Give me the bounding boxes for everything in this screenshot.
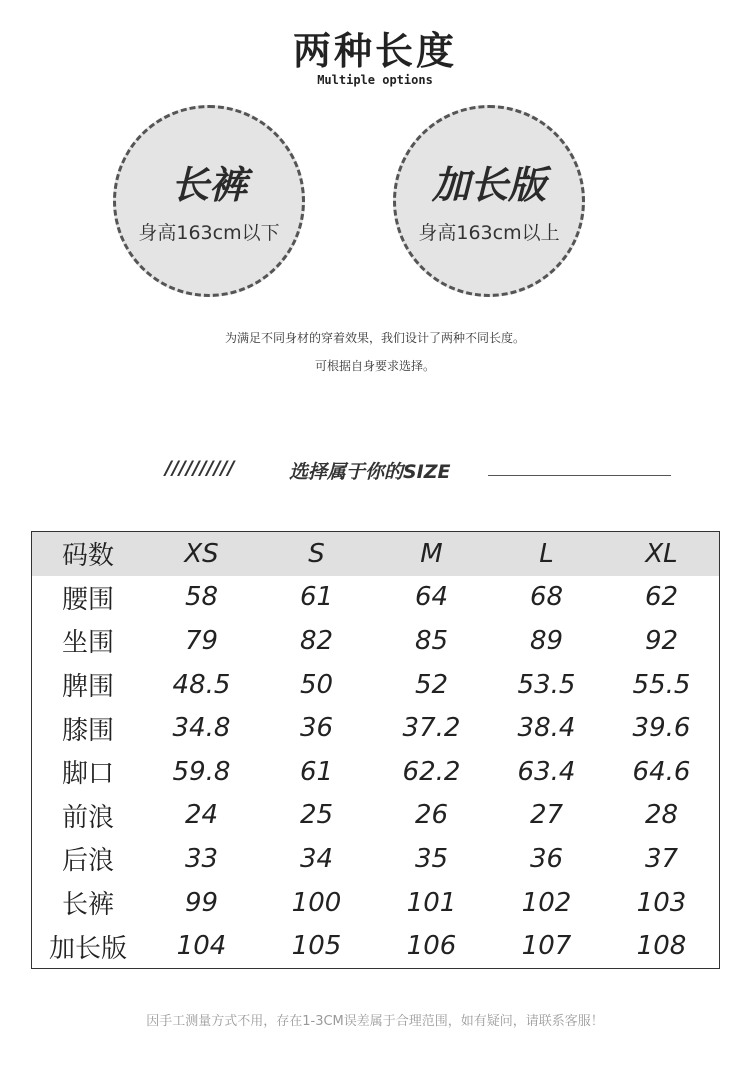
table-row — [32, 619, 720, 663]
table-row — [32, 663, 720, 707]
value-cell: 62 — [644, 582, 679, 613]
row-label-cell: 长裤 — [61, 890, 114, 921]
option-name: 长裤 — [170, 163, 247, 207]
value-cell: 35 — [414, 843, 449, 874]
header-cell-size-code: M — [374, 532, 489, 576]
value-cell: 100 — [291, 887, 342, 918]
value-cell: 105 — [291, 931, 342, 962]
value-cell: 39.6 — [632, 713, 691, 744]
value-cell: 106 — [406, 931, 457, 962]
value-cell: 68 — [529, 582, 564, 613]
table-row — [32, 750, 720, 794]
header-cell-size-code: L — [489, 532, 604, 576]
value-cell: 37.2 — [402, 713, 461, 744]
value-cell: 37 — [644, 843, 679, 874]
option-name: 加长版 — [431, 163, 546, 207]
header-cell-size-code: S — [259, 532, 374, 576]
page-subtitle: Multiple options — [317, 73, 433, 87]
value-cell: 59.8 — [172, 756, 231, 787]
header-divider-line — [488, 475, 671, 476]
value-cell: 53.5 — [517, 669, 576, 700]
option-circle-long — [393, 105, 585, 297]
value-cell: 24 — [184, 800, 219, 831]
value-cell: 64.6 — [632, 756, 691, 787]
footer-note: 因手工测量方式不用，存在1-3CM误差属于合理范围，如有疑问，请联系客服！ — [146, 1014, 604, 1029]
table-header-row — [32, 532, 720, 576]
value-cell: 34 — [299, 843, 334, 874]
value-cell: 92 — [644, 625, 679, 656]
value-cell: 64 — [414, 582, 449, 613]
value-cell: 104 — [176, 931, 227, 962]
table-row — [32, 794, 720, 838]
value-cell: 62.2 — [402, 756, 461, 787]
header-cell-size-code: XL — [604, 532, 720, 576]
value-cell: 85 — [414, 625, 449, 656]
value-cell: 50 — [299, 669, 334, 700]
option-condition: 身高163cm以上 — [418, 222, 560, 244]
size-table — [31, 531, 720, 969]
value-cell: 38.4 — [517, 713, 576, 744]
header-cell-size-code: XS — [144, 532, 259, 576]
header-cell-size: 码数 — [32, 532, 145, 576]
row-label-cell: 膝围 — [61, 715, 114, 746]
table-row — [32, 706, 720, 750]
value-cell: 28 — [644, 800, 679, 831]
value-cell: 26 — [414, 800, 449, 831]
value-cell: 61 — [299, 756, 334, 787]
value-cell: 61 — [299, 582, 334, 613]
value-cell: 48.5 — [172, 669, 231, 700]
value-cell: 107 — [521, 931, 572, 962]
value-cell: 101 — [406, 887, 457, 918]
table-row — [32, 881, 720, 925]
value-cell: 99 — [184, 887, 219, 918]
table-row — [32, 576, 720, 620]
value-cell: 34.8 — [172, 713, 231, 744]
row-label-cell: 坐围 — [61, 628, 114, 659]
row-label-cell: 后浪 — [61, 846, 114, 877]
value-cell: 55.5 — [632, 669, 691, 700]
row-label-cell: 脾围 — [61, 672, 114, 703]
value-cell: 103 — [636, 887, 687, 918]
value-cell: 79 — [184, 625, 219, 656]
row-label-cell: 腰围 — [61, 584, 114, 615]
row-label-cell: 加长版 — [48, 933, 127, 964]
page-title: 两种长度 — [292, 29, 457, 73]
value-cell: 82 — [299, 625, 334, 656]
value-cell: 33 — [184, 843, 219, 874]
option-circle-regular — [113, 105, 305, 297]
value-cell: 89 — [529, 625, 564, 656]
value-cell: 27 — [529, 800, 564, 831]
table-row — [32, 837, 720, 881]
option-condition: 身高163cm以下 — [138, 222, 280, 244]
value-cell: 36 — [529, 843, 564, 874]
value-cell: 63.4 — [517, 756, 576, 787]
value-cell: 108 — [636, 931, 687, 962]
table-row — [32, 924, 720, 968]
value-cell: 58 — [184, 582, 219, 613]
description-line-2: 可根据自身要求选择。 — [314, 359, 435, 373]
size-section-title: 选择属于你的SIZE — [289, 461, 451, 483]
row-label-cell: 前浪 — [61, 802, 114, 833]
value-cell: 52 — [414, 669, 449, 700]
value-cell: 102 — [521, 887, 572, 918]
row-label-cell: 脚口 — [61, 759, 114, 790]
description-line-1: 为满足不同身材的穿着效果，我们设计了两种不同长度。 — [224, 331, 525, 345]
value-cell: 36 — [299, 713, 334, 744]
value-cell: 25 — [299, 800, 334, 831]
decorative-slashes: ////////// — [165, 457, 235, 479]
